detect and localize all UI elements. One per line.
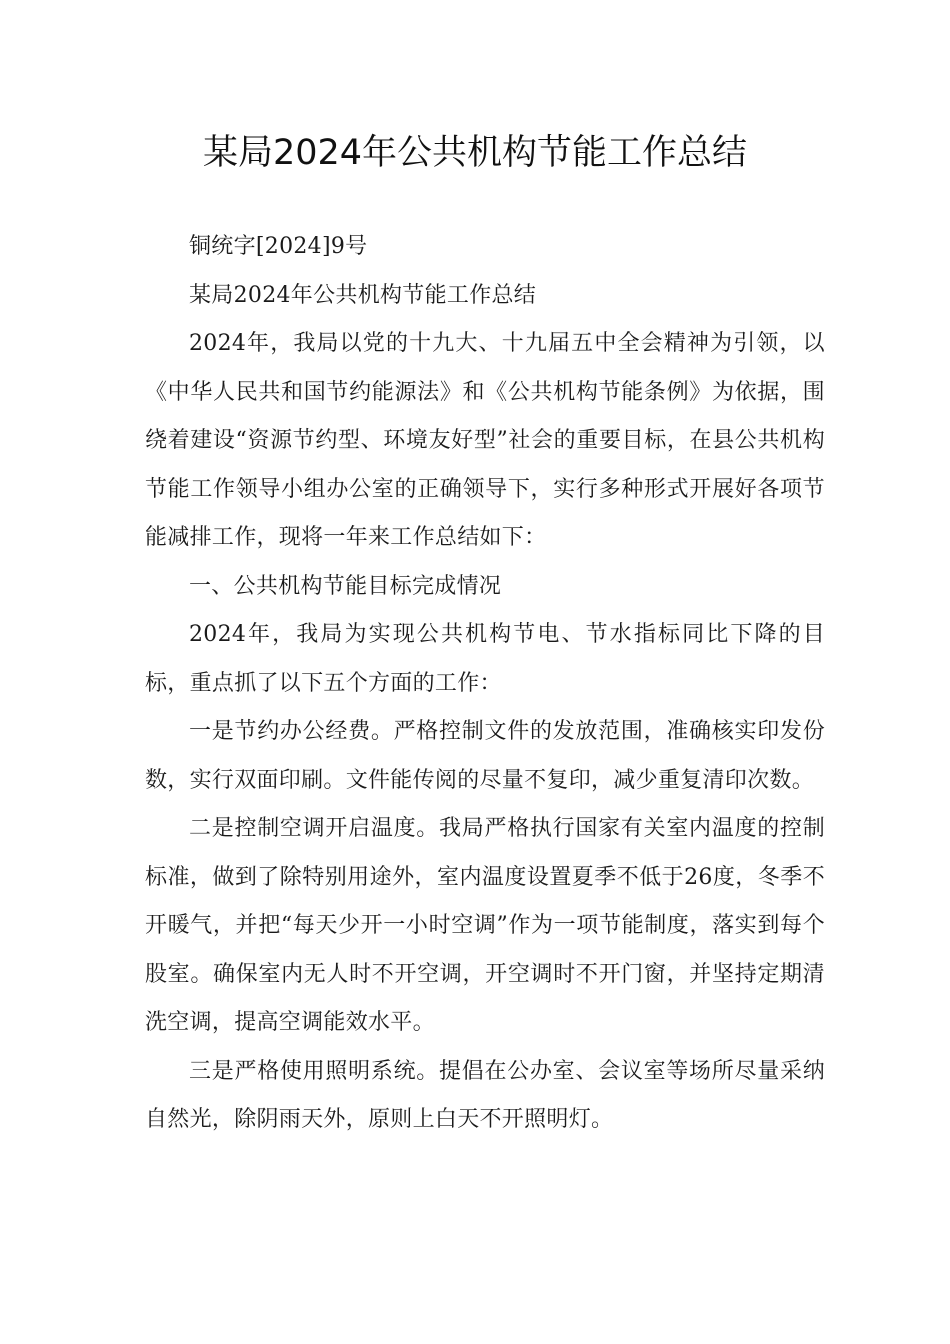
paragraph: 三是严格使用照明系统。提倡在公办室、会议室等场所尽量采纳自然光，除阴雨天外，原则上白天不开照明灯。 xyxy=(145,1058,825,1132)
intro-paragraph: 2024年，我局以党的十九大、十九届五中全会精神为引领，以《中华人民共和国节约能源法》和《公共机构节能条例》为依据，围绕着建设“资源节约型、环境友好型”社会的重要目标，在县公共机构节能工作领导小组办公室的正确领导下，实行多种形式开展好各项节能减排工作，现将一年来工作总结如下： xyxy=(145,331,825,550)
document-subtitle: 某局2024年公共机构节能工作总结 xyxy=(189,282,537,308)
paragraph: 二是控制空调开启温度。我局严格执行国家有关室内温度的控制标准，做到了除特别用途外，室内温度设置夏季不低于26度，冬季不开暖气，并把“每天少开一小时空调”作为一项节能制度，落实到每个股室。确保室内无人时不开空调，开空调时不开门窗，并坚持定期清洗空调，提高空调能效水平。 xyxy=(145,816,825,1035)
document-title: 某局2024年公共机构节能工作总结 xyxy=(202,133,748,173)
section-heading: 一、公共机构节能目标完成情况 xyxy=(189,573,502,599)
document-body xyxy=(145,223,825,1145)
paragraph: 一是节约办公经费。严格控制文件的发放范围，准确核实印发份数，实行双面印刷。文件能传阅的尽量不复印，减少重复清印次数。 xyxy=(145,719,825,793)
paragraph: 2024年，我局为实现公共机构节电、节水指标同比下降的目标，重点抓了以下五个方面的工作： xyxy=(145,622,825,696)
document-number: 铜统字[2024]9号 xyxy=(189,234,368,259)
